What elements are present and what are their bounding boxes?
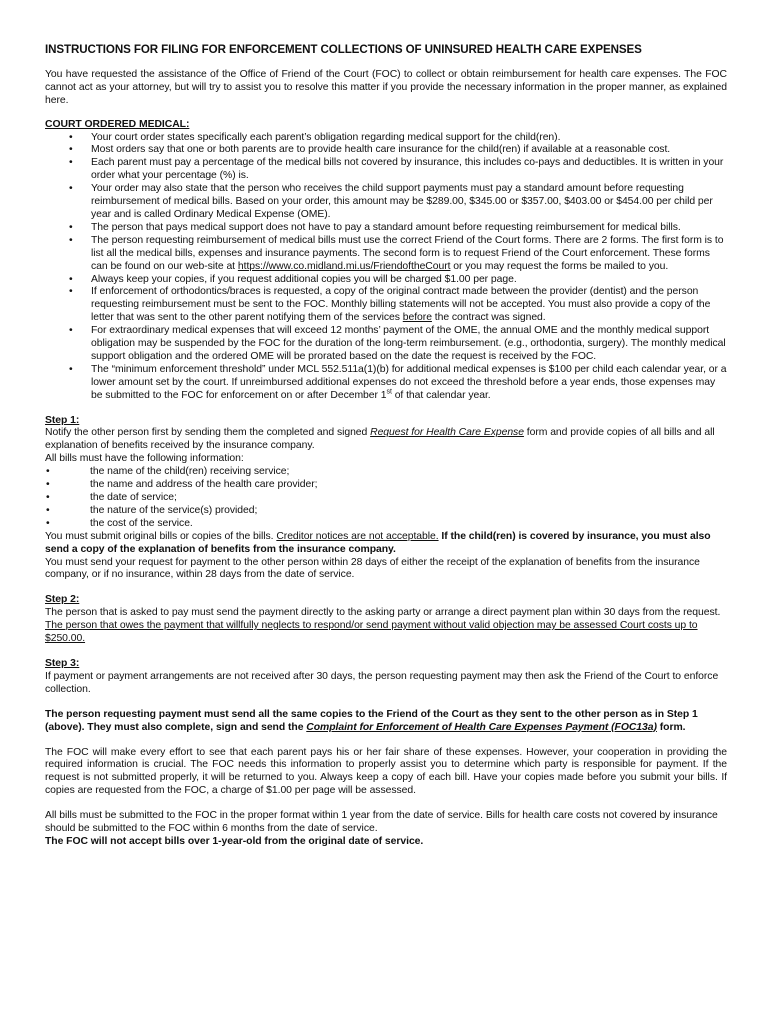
list-item — [91, 286, 727, 325]
step2-heading: Step 2: — [45, 594, 80, 606]
list-item: • the cost of the service. — [90, 518, 727, 531]
step1-text-a: Notify the other person first by sending them the completed and signed — [45, 427, 371, 439]
list-item: • Always keep your copies, if you request additional copies you will be charged $1.00 per page. — [91, 274, 727, 287]
court-ordered-list — [45, 132, 727, 403]
website-link[interactable]: https://www.co.midland.mi.us/FriendoftheCourt — [237, 260, 451, 272]
list-item: • Your order may also state that the person who receives the child support payments must pay a standard amount before requesting reimbursement of medical bills. Based on your order, this amount may be $289.00, $345.00 or $357.00, $403.00 or $454.00 per child per year and is called Ordinary Medical Expense (OME). — [91, 183, 727, 222]
list-item: • the nature of the service(s) provided; — [90, 505, 727, 518]
insurance-bold: If the child(ren) is covered by insurance, you must also send a copy of the explanation of benefits from the insurance company. — [45, 530, 711, 555]
step1-submit — [45, 531, 727, 557]
request-form-name: Request for Health Care Expense — [370, 427, 524, 439]
list-item: • Most orders say that one or both parents are to provide health care insurance for the child(ren) if available at a reasonable cost. — [91, 144, 727, 157]
step1-must-have: All bills must have the following information: — [45, 453, 244, 465]
submit-text: You must submit original bills or copies of the bills. — [45, 530, 277, 542]
orthodontics-text: If enforcement of orthodontics/braces is requested, a copy of the original contract made between the provider (dentist) and the person requesting reimbursement must be sent to the FOC. Monthly billing statements will not be accepted. You must also provide a copy of the letter that was sent to the other parent notifying them of the services — [91, 286, 711, 324]
complaint-paragraph — [45, 709, 727, 735]
list-item: • The person that pays medical support does not have to pay a standard amount before requesting reimbursement for medical bills. — [91, 222, 727, 235]
complaint-text-b: form. — [656, 721, 686, 733]
effort-paragraph: The FOC will make every effort to see that each parent pays his or her fair share of these expenses. However, your cooperation in providing the required information is crucial. The FOC needs this information to properly assist you to determine which party is responsible for payment. If the request is not submitted properly, it will be returned to you. Always keep a copy of each bill. Have your copies made before you submit your bills. If copies are requested from the FOC, a charge of $1.00 per page will be assessed. — [45, 746, 727, 797]
before-tail: the contract was signed. — [431, 312, 546, 324]
list-item: • Your court order states specifically each parent’s obligation regarding medical support for the child(ren). — [91, 132, 727, 145]
list-item: • the date of service; — [90, 492, 727, 505]
step2-text: The person that is asked to pay must send the payment directly to the asking party or arrange a direct payment plan within 30 days from the request. — [45, 607, 721, 619]
step1-heading: Step 1: — [45, 414, 80, 426]
list-item: • For extraordinary medical expenses that will exceed 12 months’ payment of the OME, the annual OME and the monthly medical support obligation may be suspended by the FOC for the duration of the long-term reimbursement. (e.g., orthodontia, surgery). The monthly medical support obligation and the ordered OME will be prorated based on the date the request is received by the FOC. — [91, 325, 727, 364]
step1-within: You must send your request for payment to the other person within 28 days of either the receipt of the explanation of benefits from the insurance company, or if no insurance, within 28 days from the date of service. — [45, 556, 700, 581]
final-bold: The FOC will not accept bills over 1-year-old from the original date of service. — [45, 835, 424, 847]
list-item: • the name of the child(ren) receiving service; — [90, 466, 727, 479]
complaint-text-a: The person requesting payment must send all the same copies to the Friend of the Court as they sent to the other person as in Step 1 (above). They must also complete, sign and send the — [45, 708, 698, 733]
step1-text-b: form and provide copies of all bills and all explanation of benefits received by the insurance company. — [45, 427, 715, 452]
list-item: • Each parent must pay a percentage of the medical bills not covered by insurance, this includes co-pays and deductibles. It is written in your order what your percentage (%) is. — [91, 157, 727, 183]
step3-heading: Step 3: — [45, 657, 80, 669]
before-word: before — [402, 312, 432, 324]
superscript-st: st — [386, 388, 392, 396]
step3-text: If payment or payment arrangements are not received after 30 days, the person requesting payment may then ask the Friend of the Court to enforce collection. — [45, 670, 719, 695]
intro-paragraph: You have requested the assistance of the Office of Friend of the Court (FOC) to collect or obtain reimbursement for health care expenses. The FOC cannot act as your attorney, but will try to assist you to resolve this matter if you provide the necessary information in the proper manner, as explained here. — [45, 68, 727, 106]
dec-tail: of that calendar year. — [391, 389, 491, 401]
list-item — [91, 235, 727, 274]
document-page — [45, 44, 727, 849]
list-item: • the name and address of the health care provider; — [90, 479, 727, 492]
complaint-form-name: Complaint for Enforcement of Health Care Expenses Payment (FOC13a) — [306, 721, 657, 733]
court-ordered-heading: COURT ORDERED MEDICAL: — [45, 118, 190, 130]
threshold-text: The “minimum enforcement threshold” under MCL 552.511a(1)(b) for additional medical expenses is $100 per child each calendar year, or a lower amount set by the court. If unreimbursed additional expenses do not exceed the threshold before a year ends, those expenses may be submitted to the FOC for enforcement on or after December 1 — [91, 363, 727, 401]
step2-costs: The person that owes the payment that willfully neglects to respond/or send payment without valid objection may be assessed Court costs up to $250.00. — [45, 620, 698, 645]
bill-info-list — [45, 466, 727, 531]
website-tail: or you may request the forms be mailed to you. — [450, 260, 669, 272]
forms-text: The person requesting reimbursement of medical bills must use the correct Friend of the Court forms. There are 2 forms. The first form is to list all the medical bills, expenses and insurance payments. The second form is to request Friend of the Court enforcement. These forms can be found on our web-site at — [91, 234, 724, 272]
document-title: INSTRUCTIONS FOR FILING FOR ENFORCEMENT COLLECTIONS OF UNINSURED HEALTH CARE EXPENSES — [45, 43, 642, 56]
final-paragraph: All bills must be submitted to the FOC in the proper format within 1 year from the date of service. Bills for health care costs not covered by insurance should be submitted to the FOC within 6 months from the date of service. — [45, 810, 718, 835]
step1-notify — [45, 427, 727, 453]
creditor-notice: Creditor notices are not acceptable. — [276, 530, 439, 542]
list-item — [91, 364, 727, 403]
